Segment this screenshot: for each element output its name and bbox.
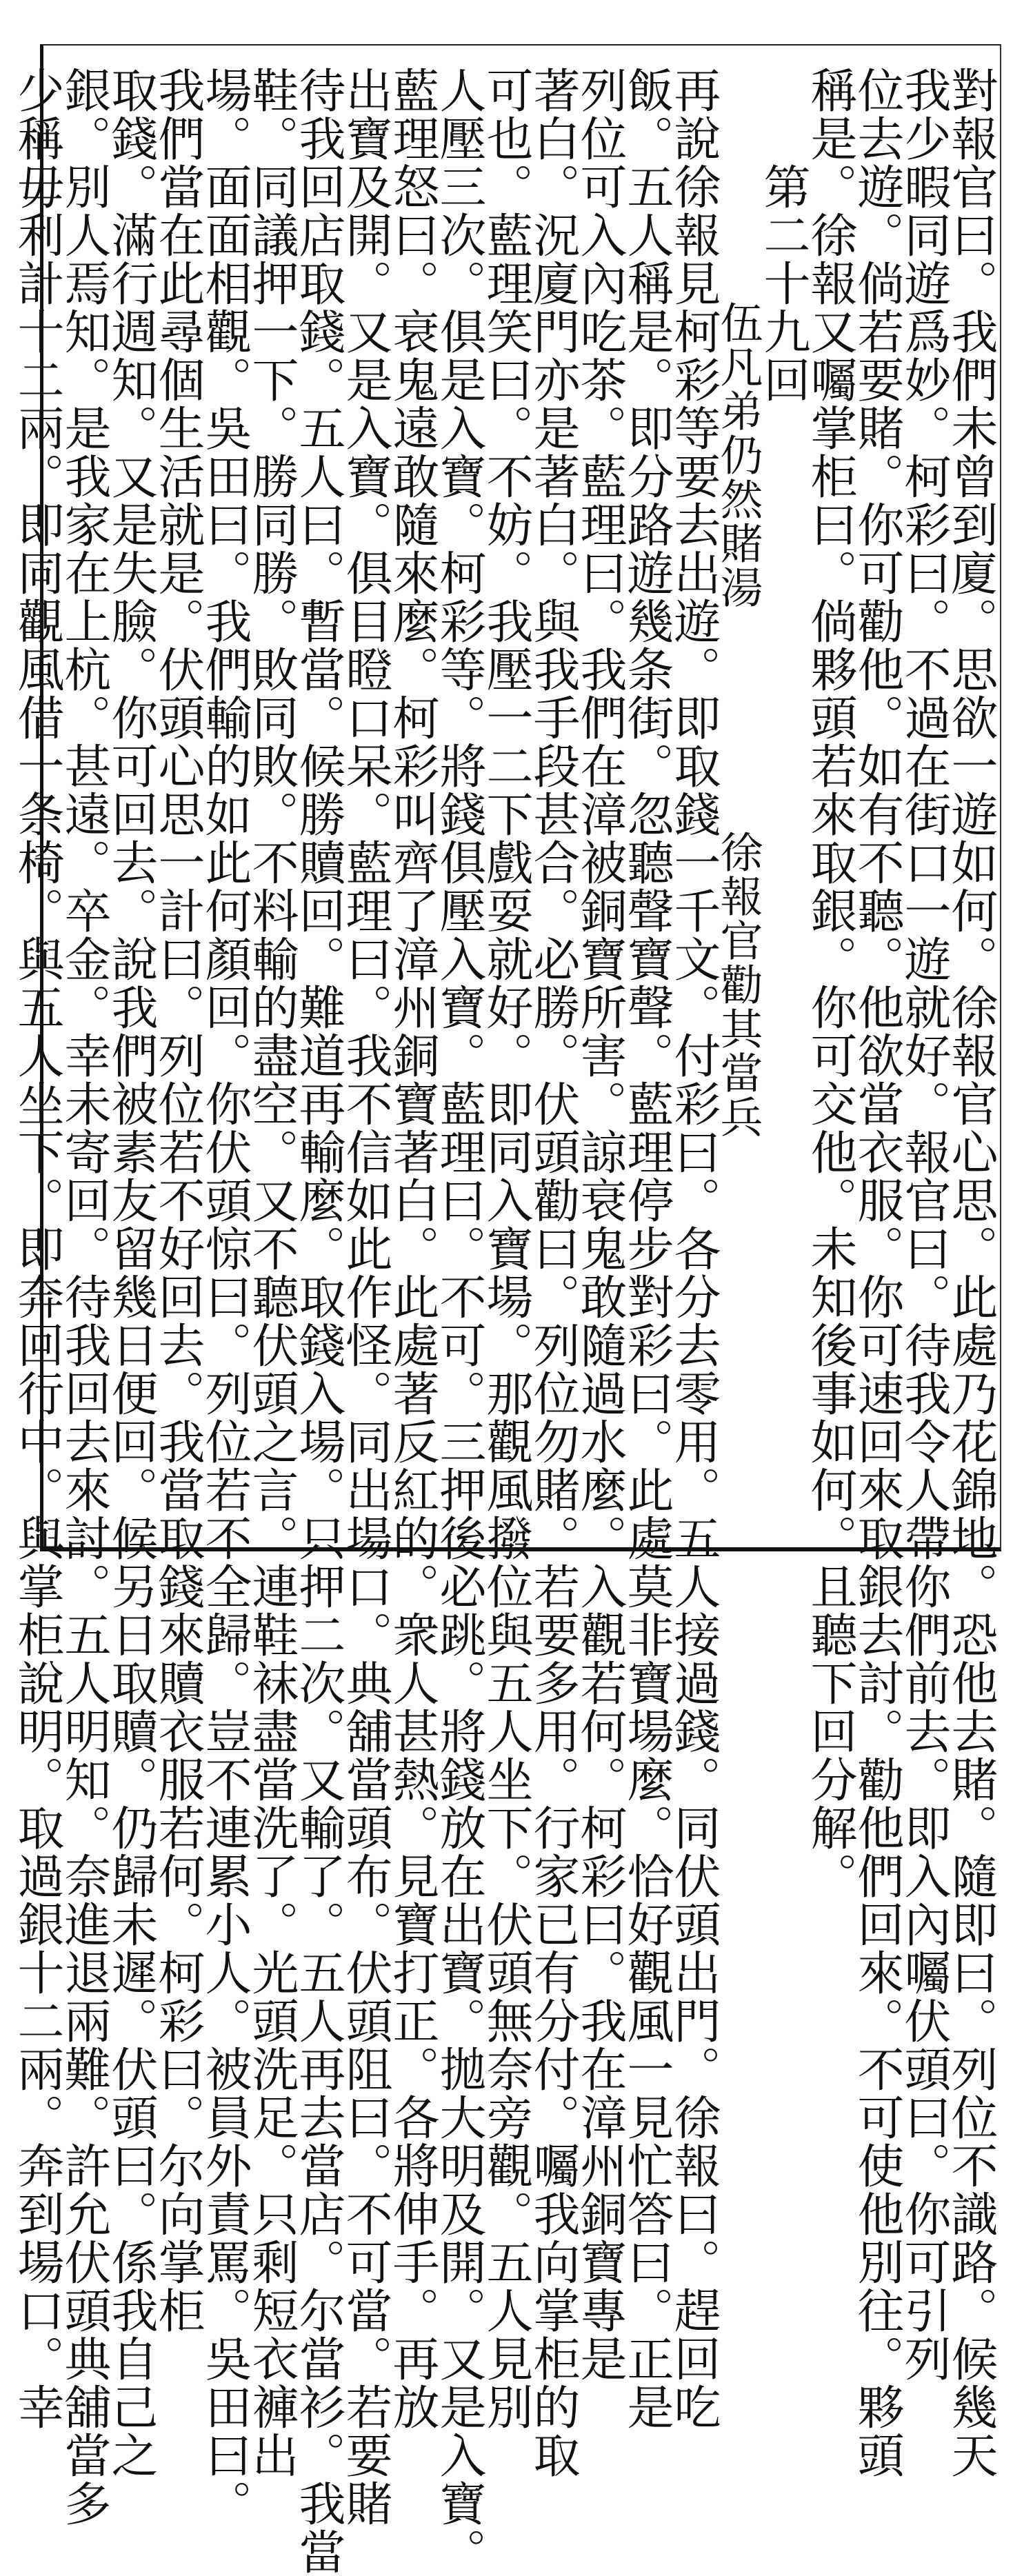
text-body	[10, 66, 998, 2576]
text-column-9: 飯。五人稱是。即分路遊幾条街。忽聽聲寶聲。藍理停步對彩曰。此處莫非寶場麼。恰好觀風一見忙答曰。正是	[619, 66, 674, 2431]
text-column-21: 銀。別人焉知。是我家在上杭。甚遠。卒金。幸未寄回。待我回去來討。五人明知。奈進退兩難。許允伏頭典舖當多	[57, 66, 111, 2528]
text-column-12: 可也。藍理笑曰。不妨。我壓一二下戲耍就好。即同入寶場。那觀風撥位與五人坐下。伏頭無奈旁觀。五人見別	[479, 66, 533, 2431]
text-column-8: 再說徐報見柯彩等要去出遊。即取錢一千文。付彩曰。各分去零用。五人接過錢。同伏頭出門。徐報曰。趕回吃	[666, 66, 721, 2431]
text-column-4: 稱是。徐報又囑掌柜曰。倘夥頭若來取銀。你可交他。未知後事如何。且聽下回分解。	[803, 66, 857, 1900]
text-column-20: 取錢。滿行週知。又是失臉。你可回去。說我們被素友留幾日便回。候另日取贖。仍歸未遲。伏頭曰。係我自己之	[103, 66, 158, 2479]
text-column-17: 鞋。同議押一下。勝同勝。敗同敗。不料輸的盡空。又不聽伏頭之言。連鞋袜盡當洗了。光頭洗足。只剩短衣褲出	[244, 66, 299, 2479]
text-column-19: 我們當在此尋個生活就是。伏頭心思一計曰。列位若不好回去。我當取錢來贖衣服若何。柯彩曰。尔向掌柜	[150, 66, 205, 2335]
text-column-3: 位去遊。倘若要賭。你可勸他。如有不聽。他欲當衣服。你可速回來取銀去討。勸他們回來。不可使他別往。夥頭	[850, 66, 904, 2479]
chapter-subtitle: 伍凡弟仍然賭湯 徐報官勸其當兵	[713, 301, 763, 1139]
text-column-14: 藍理怒曰。衰鬼遠敢隨來麼。柯彩叫齊了漳州銅寶著白。此處著反紅的。衆人甚熱。見寶打正。各將伸手。再放	[385, 66, 439, 2431]
text-column-13: 人壓三次。俱是入寶。柯彩等。將錢俱壓入寶。藍理曰。不可。三押後必跳。將錢放在出寶。拋大明及開。又是入寶。	[432, 66, 486, 2576]
chapter-heading: 第二十九回	[756, 163, 810, 404]
text-column-2: 我少暇同遊爲妙。柯彩曰。不過在街口一遊就好。報官曰。待我令人帶你們前去。即入內囑伏頭曰。你可引列	[896, 66, 951, 2383]
text-column-16: 待我回店取錢。五人曰。暫當。候勝贖回。難道再輸麼。取錢入場。只押二次。又輸了。五人再去當店。尔當衫。我當	[291, 66, 345, 2576]
text-column-1: 對報官曰。我們未曾到廈。思欲一遊如何。徐報官心思。此處乃花錦地。恐他去賭。隨即曰。列位不識路。候幾天	[943, 66, 998, 2479]
text-column-11: 著白。況廈門亦是著白。與我手段甚合。必勝。伏頭勸曰。列位勿賭。若要多用。行家已有分付。囑我向掌柜的取	[525, 66, 580, 2479]
text-column-22: 少稱毋利計十二兩。即同觀風借一条椅。與五人坐下。即奔回行中。與掌柜說明。取過銀十二兩。奔到場口。幸	[10, 66, 64, 2431]
page-frame	[10, 44, 1001, 2576]
text-column-18: 場。面面相觀。吳田曰。我們輸的如此何顏回。你伏頭惊曰。列位若不全歸。豈不連累小人。被員外責罵。吳田曰。	[197, 66, 252, 2528]
text-column-15: 出寶及開。又是入寶。俱目瞪口呆。藍理曰。我不信如此作怪。同出場口。典舖當頭布。伏頭阻曰。不可當。若要賭	[338, 66, 392, 2528]
text-column-10: 列位可入內吃茶。藍理曰。我們在漳被銅寶所害。諒衰鬼敢隨過水麼。入觀若何。柯彩曰。我在漳州銅寶專是	[572, 66, 627, 2383]
